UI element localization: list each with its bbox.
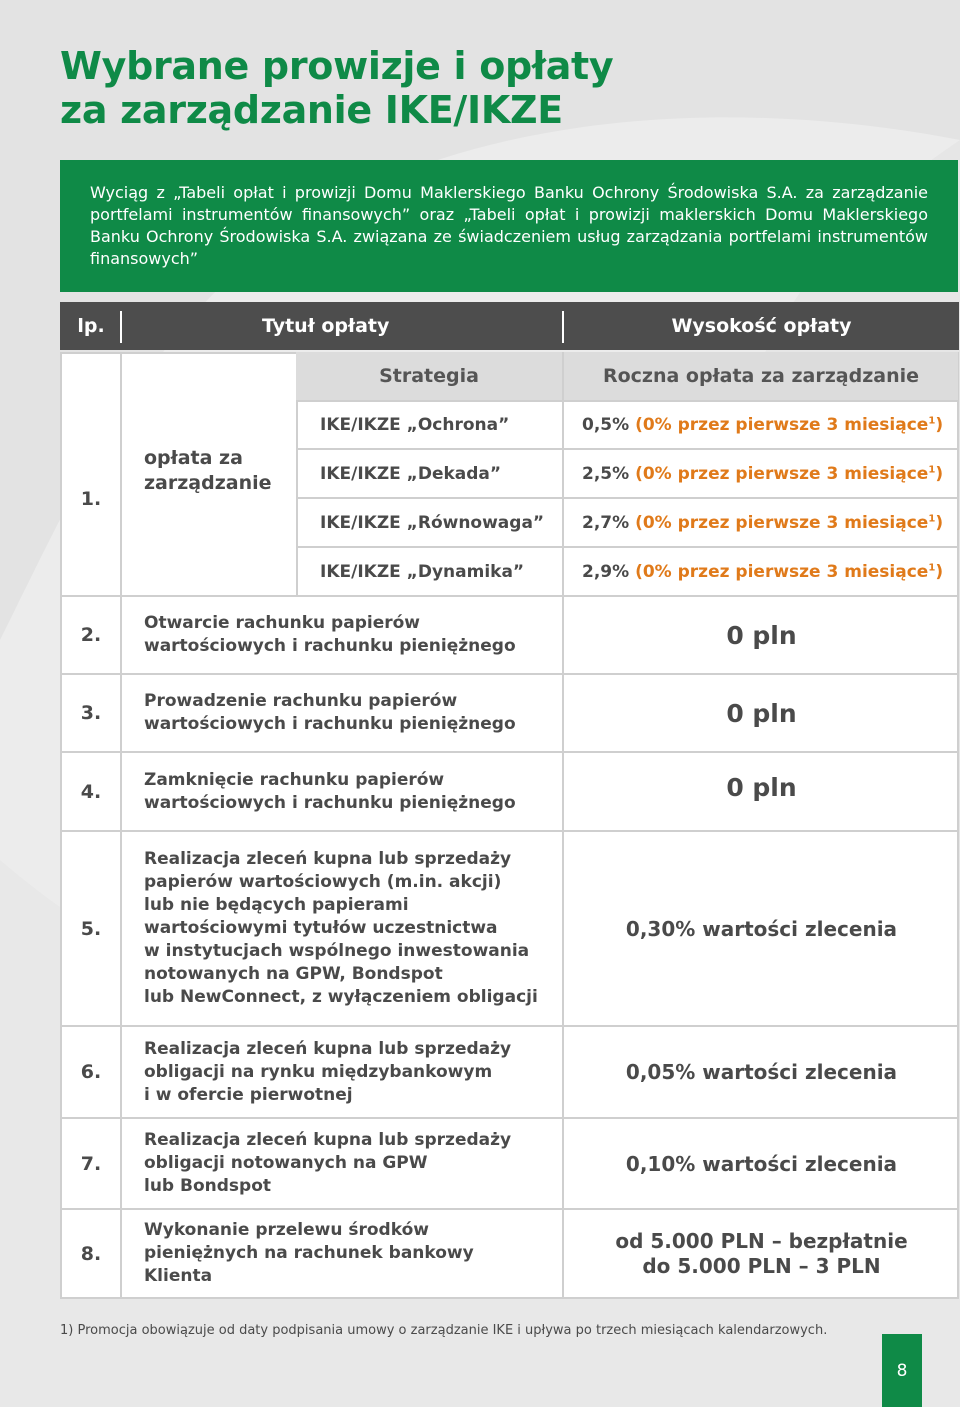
row-number: 1.	[80, 487, 102, 510]
fee-promo-text: (0% przez pierwsze 3 miesiące	[635, 561, 929, 582]
desc-line: lub nie będących papierami	[144, 895, 409, 915]
fee-promo-close: )	[935, 561, 944, 582]
strategy-fee	[582, 499, 943, 546]
desc-line: lub NewConnect, z wyłączeniem obligacji	[144, 987, 538, 1007]
fee-promo	[635, 562, 943, 582]
fee-value: 2,7%	[582, 512, 630, 533]
row-description	[144, 751, 544, 832]
desc-line: w instytucjach wspólnego inwestowania	[144, 941, 530, 961]
header-lp: lp.	[60, 302, 122, 350]
footnote-mark: 1	[928, 463, 936, 475]
strategy-name: IKE/IKZE „Dynamika”	[320, 561, 525, 582]
value-line: 0,05% wartości zlecenia	[625, 1060, 898, 1084]
col-divider	[562, 352, 564, 597]
fee-value: 2,5%	[582, 463, 630, 484]
desc-line: Realizacja zleceń kupna lub sprzedaży	[144, 849, 512, 869]
desc-line: Realizacja zleceń kupna lub sprzedaży	[144, 1038, 512, 1059]
header-title: Tytuł opłaty	[122, 302, 562, 350]
row-value	[564, 1208, 959, 1299]
value-line: 0,30% wartości zlecenia	[625, 916, 898, 941]
desc-line: papierów wartościowych (m.in. akcji)	[144, 872, 502, 892]
fee-promo-text: (0% przez pierwsze 3 miesiące	[635, 415, 929, 435]
header-amount: Wysokość opłaty	[564, 302, 959, 350]
strategy-name: IKE/IKZE „Dekada”	[320, 463, 502, 484]
desc-line: lub Bondspot	[144, 1176, 272, 1196]
row-number: 8.	[80, 1242, 102, 1265]
desc-line: wartościowych i rachunku pieniężnego	[144, 714, 516, 734]
row-value	[564, 673, 959, 753]
desc-line: Klienta	[144, 1266, 213, 1286]
desc-line: wartościowych i rachunku pieniężnego	[144, 636, 516, 656]
row-number: 4.	[80, 780, 102, 803]
row-description	[144, 673, 544, 753]
desc-line: pieniężnych na rachunek bankowy	[144, 1243, 474, 1263]
row-1-label-line2: zarządzanie	[144, 472, 272, 494]
row-description	[144, 1025, 544, 1119]
strategy-fee	[582, 548, 943, 595]
subheader-annual-fee: Roczna opłata za zarządzanie	[564, 352, 958, 400]
row-number: 3.	[80, 702, 102, 724]
strategy-fee	[582, 402, 943, 448]
desc-line: Otwarcie rachunku papierów	[144, 613, 420, 633]
row-number: 2.	[80, 624, 102, 646]
fee-value: 0,5%	[582, 415, 630, 435]
fee-promo-close: )	[935, 415, 944, 435]
row-value	[564, 595, 959, 675]
desc-line: obligacji na rynku międzybankowym	[144, 1061, 493, 1082]
value-line: do 5.000 PLN – 3 PLN	[642, 1253, 881, 1278]
page-title	[60, 44, 613, 132]
row-number: 6.	[80, 1061, 102, 1083]
fees-table	[60, 302, 959, 1299]
row-number: 5.	[80, 917, 102, 940]
fee-promo-close: )	[935, 463, 944, 484]
desc-line: Prowadzenie rachunku papierów	[144, 691, 458, 711]
footnote-mark: 1	[928, 561, 936, 573]
fee-promo-text: (0% przez pierwsze 3 miesiące	[635, 512, 929, 533]
page-title-line2: za zarządzanie IKE/IKZE	[60, 88, 563, 132]
desc-line: Wykonanie przelewu środków	[144, 1220, 429, 1240]
footnote-mark: 1	[928, 415, 936, 427]
strategy-name: IKE/IKZE „Równowaga”	[320, 512, 545, 533]
value-line: 0 pln	[726, 620, 797, 650]
desc-line: notowanych na GPW, Bondspot	[144, 964, 443, 984]
value-line: 0 pln	[726, 772, 797, 802]
desc-line: Zamknięcie rachunku papierów	[144, 769, 445, 790]
row-description	[144, 1117, 544, 1210]
fee-promo	[635, 513, 943, 533]
fee-promo	[635, 415, 943, 435]
footnote: 1) Promocja obowiązuje od daty podpisania umowy o zarządzanie IKE i upływa po trzech miesiącach kalendarzowych.	[60, 1323, 828, 1338]
value-line: od 5.000 PLN – bezpłatnie	[615, 1228, 908, 1253]
fee-promo	[635, 464, 943, 484]
row-1-label-line1: opłata za	[144, 447, 243, 469]
row-1-label	[144, 400, 294, 542]
value-line: 0,10% wartości zlecenia	[625, 1151, 898, 1176]
strategy-fee	[582, 450, 943, 497]
footnote-mark: 1	[928, 512, 936, 524]
desc-line: obligacji notowanych na GPW	[144, 1153, 428, 1173]
desc-line: wartościowymi tytułów uczestnictwa	[144, 918, 498, 938]
intro-text: Wyciąg z „Tabeli opłat i prowizji Domu Maklerskiego Banku Ochrony Środowiska S.A. za zarządzanie portfelami instrumentów finansowych” oraz „Tabeli opłat i prowizji maklerskich Domu Maklerskiego Banku Ochrony Środowiska S.A. związana ze świadczeniem usług zarządzania portfelami instrumentów finansowych”	[90, 183, 928, 268]
page-title-line1: Wybrane prowizje i opłaty	[60, 44, 614, 88]
row-value	[564, 751, 959, 823]
row-description	[144, 830, 544, 1027]
desc-line: wartościowych i rachunku pieniężnego	[144, 792, 516, 813]
row-description	[144, 595, 544, 675]
fee-promo-text: (0% przez pierwsze 3 miesiące	[635, 463, 929, 484]
row-value	[564, 830, 959, 1027]
value-line: 0 pln	[726, 698, 797, 728]
fee-value: 2,9%	[582, 561, 630, 582]
intro-box	[60, 160, 958, 292]
strategy-name: IKE/IKZE „Ochrona”	[320, 415, 510, 435]
subheader-strategy: Strategia	[296, 352, 562, 400]
row-value	[564, 1025, 959, 1119]
row-value	[564, 1117, 959, 1210]
desc-line: i w ofercie pierwotnej	[144, 1084, 353, 1105]
row-description	[144, 1208, 544, 1299]
fee-promo-close: )	[935, 512, 944, 533]
row-number: 7.	[80, 1152, 102, 1175]
page-number: 8	[882, 1334, 922, 1407]
desc-line: Realizacja zleceń kupna lub sprzedaży	[144, 1130, 512, 1150]
